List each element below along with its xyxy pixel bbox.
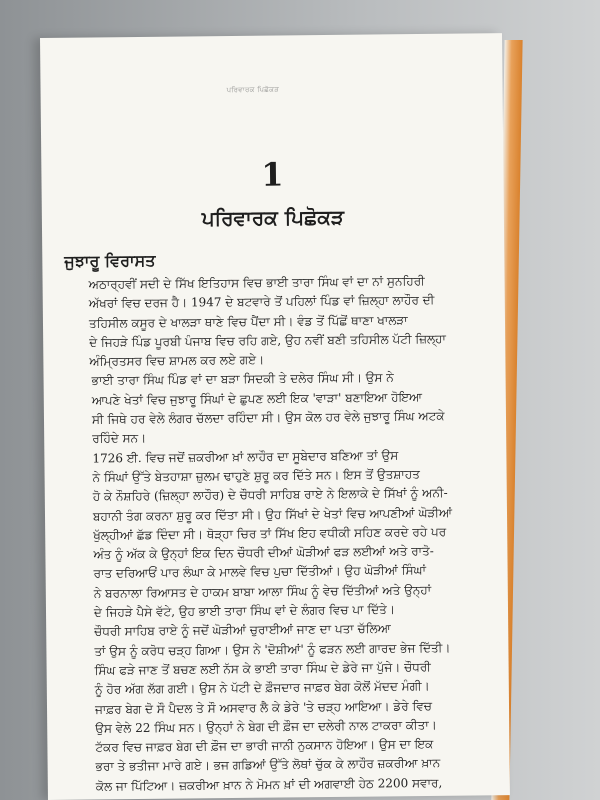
text-line: ਭਾਈ ਤਾਰਾ ਸਿੰਘ ਪਿੰਡ ਵਾਂ ਦਾ ਬੜਾ ਸਿਦਕੀ ਤੇ ਦਲੇਰ ਸਿੰਘ ਸੀ। ਉਸ ਨੇ: [91, 370, 394, 388]
text-line: ਰਾਤ ਦਰਿਆਓਂ ਪਾਰ ਲੰਘਾ ਕੇ ਮਾਲਵੇ ਵਿਚ ਪੁਚਾ ਦਿੱਤੀਆਂ। ਉਹ ਘੋੜੀਆਂ ਸਿੰਘਾਂ: [93, 563, 426, 581]
running-head: ਪਰਿਵਾਰਕ ਪਿਛੋਕੜ: [226, 85, 280, 95]
text-line: ਚੌਧਰੀ ਸਾਹਿਬ ਰਾਏ ਨੂੰ ਜਦੋਂ ਘੋੜੀਆਂ ਚੁਰਾਈਆਂ ਜਾਣ ਦਾ ਪਤਾ ਚੱਲਿਆ: [94, 621, 391, 639]
paragraph: [64, 271, 491, 372]
text-line: ਅੰਤ ਨੂੰ ਅੱਕ ਕੇ ਉਨ੍ਹਾਂ ਇਕ ਦਿਨ ਚੌਧਰੀ ਦੀਆਂ ਘੋੜੀਆਂ ਫੜ ਲਈਆਂ ਅਤੇ ਰਾਤੋ-: [93, 544, 434, 562]
text-line: ਦੇ ਜਿਹੜੇ ਪੈਸੇ ਵੱਟੇ, ਉਹ ਭਾਈ ਤਾਰਾ ਸਿੰਘ ਵਾਂ ਦੇ ਲੰਗਰ ਵਿਚ ਪਾ ਦਿੱਤੇ।: [93, 602, 395, 620]
text-line: ਤਹਿਸੀਲ ਕਸੂਰ ਦੇ ਖਾਲੜਾ ਥਾਣੇ ਵਿਚ ਪੈਂਦਾ ਸੀ। ਵੰਡ ਤੋਂ ਪਿੱਛੋਂ ਥਾਣਾ ਖਾਲੜਾ: [88, 312, 408, 331]
text-line: ਤਾਂ ਉਸ ਨੂੰ ਕਰੋਧ ਚੜ੍ਹ ਗਿਆ। ਉਸ ਨੇ 'ਦੋਸ਼ੀਆਂ' ਨੂੰ ਫੜਨ ਲਈ ਗਾਰਦ ਭੇਜ ਦਿੱਤੀ।: [94, 640, 451, 659]
text-line: ਸਿੰਘ ਫੜੇ ਜਾਣ ਤੋਂ ਬਚਣ ਲਈ ਨੱਸ ਕੇ ਭਾਈ ਤਾਰਾ ਸਿੰਘ ਦੇ ਡੇਰੇ ਜਾ ਪੁੱਜੇ। ਚੌਧਰੀ: [94, 659, 431, 678]
text-line: ਰਹਿੰਦੇ ਸਨ।: [92, 431, 147, 446]
text-line: ਸੀ ਜਿਥੇ ਹਰ ਵੇਲੇ ਲੰਗਰ ਚੱਲਦਾ ਰਹਿੰਦਾ ਸੀ। ਉਸ ਕੋਲ ਹਰ ਵੇਲੇ ਜੁਝਾਰੂ ਸਿੰਘ ਅਟਕੇ: [91, 408, 445, 427]
text-line: ਭਰਾ ਤੇ ਭਤੀਜਾ ਮਾਰੇ ਗਏ। ਭਜ ਗਡਿਆਂ ਉੱਤੇ ਲੋਥਾਂ ਚੁੱਕ ਕੇ ਲਾਹੌਰ ਜ਼ਕਰੀਆ ਖ਼ਾਨ: [95, 756, 441, 774]
section-title: ਜੁਝਾਰੂ ਵਿਰਾਸਤ: [64, 250, 156, 271]
text-line: ਅੰਮ੍ਰਿਤਸਰ ਵਿਚ ਸ਼ਾਮਲ ਕਰ ਲਏ ਗਏ।: [89, 352, 265, 369]
paragraph: [66, 445, 494, 623]
paragraph: [66, 368, 493, 450]
text-line: ਆਪਣੇ ਖੇਤਾਂ ਵਿਚ ਜੁਝਾਰੂ ਸਿੰਘਾਂ ਦੇ ਛੁਪਣ ਲਈ ਇਕ 'ਵਾੜਾ' ਬਣਾਇਆ ਹੋਇਆ: [91, 389, 423, 408]
text-line: ਕੋਲ ਜਾ ਪਿੱਟਿਆ। ਜ਼ਕਰੀਆ ਖ਼ਾਨ ਨੇ ਮੋਮਨ ਖ਼ਾਂ ਦੀ ਅਗਵਾਈ ਹੇਠ 2200 ਸਵਾਰ,: [95, 775, 443, 794]
text-line: ਨੇ ਸਿੰਘਾਂ ਉੱਤੇ ਬੇਤਹਾਸ਼ਾ ਜ਼ੁਲਮ ਢਾਹੁਣੇ ਸ਼ੁਰੂ ਕਰ ਦਿੱਤੇ ਸਨ। ਇਸ ਤੋਂ ਉਤਸ਼ਾਹਤ: [92, 467, 420, 485]
text-line: ਟੱਕਰ ਵਿਚ ਜਾਫ਼ਰ ਬੇਗ ਦੀ ਫ਼ੌਜ ਦਾ ਭਾਰੀ ਜਾਨੀ ਨੁਕਸਾਨ ਹੋਇਆ। ਉਸ ਦਾ ਇਕ: [95, 737, 434, 755]
body-text: [64, 271, 495, 796]
book-page: [40, 33, 510, 800]
text-line: ਉਸ ਵੇਲੇ 22 ਸਿੰਘ ਸਨ। ਉਨ੍ਹਾਂ ਨੇ ਬੇਗ ਦੀ ਫ਼ੌਜ ਦਾ ਦਲੇਰੀ ਨਾਲ ਟਾਕਰਾ ਕੀਤਾ।: [95, 717, 437, 736]
text-line: ਅੱਖਰਾਂ ਵਿਚ ਦਰਜ ਹੈ। 1947 ਦੇ ਬਟਵਾਰੇ ਤੋਂ ਪਹਿਲਾਂ ਪਿੰਡ ਵਾਂ ਜ਼ਿਲ੍ਹਾ ਲਾਹੌਰ ਦੀ: [88, 293, 435, 311]
chapter-number: 1: [261, 155, 284, 194]
text-line: 1726 ਈ. ਵਿਚ ਜਦੋਂ ਜ਼ਕਰੀਆ ਖ਼ਾਂ ਲਾਹੌਰ ਦਾ ਸੂਬੇਦਾਰ ਬਣਿਆ ਤਾਂ ਉਸ: [92, 447, 399, 466]
text-line: ਦੇ ਜਿਹੜੇ ਪਿੰਡ ਪੂਰਬੀ ਪੰਜਾਬ ਵਿਚ ਰਹਿ ਗਏ, ਉਹ ਨਵੀਂ ਬਣੀ ਤਹਿਸੀਲ ਪੱਟੀ ਜ਼ਿਲ੍ਹਾ: [89, 331, 447, 350]
text-line: ਜਾਫ਼ਰ ਬੇਗ ਦੋ ਸੌ ਪੈਦਲ ਤੇ ਸੌ ਅਸਵਾਰ ਲੈ ਕੇ ਡੇਰੇ 'ਤੇ ਚੜ੍ਹ ਆਇਆ। ਡੇਰੇ ਵਿਚ: [94, 698, 432, 716]
text-line: ਨੇ ਬਰਨਾਲਾ ਰਿਆਸਤ ਦੇ ਹਾਕਮ ਬਾਬਾ ਆਲਾ ਸਿੰਘ ਨੂੰ ਵੇਚ ਦਿੱਤੀਆਂ ਅਤੇ ਉਨ੍ਹਾਂ: [93, 582, 432, 601]
paragraph: [68, 619, 496, 797]
text-line: ਖੁੱਲ੍ਹੀਆਂ ਛੱਡ ਦਿੰਦਾ ਸੀ। ਥੋੜ੍ਹਾ ਚਿਰ ਤਾਂ ਸਿੱਖ ਇਹ ਵਧੀਕੀ ਸਹਿਣ ਕਰਦੇ ਰਹੇ ਪਰ: [93, 524, 447, 543]
text-line: ਨੂੰ ਹੋਰ ਅੱਗ ਲੱਗ ਗਈ। ਉਸ ਨੇ ਪੱਟੀ ਦੇ ਫ਼ੌਜਦਾਰ ਜਾਫ਼ਰ ਬੇਗ ਕੋਲੋਂ ਮੱਦਦ ਮੰਗੀ।: [94, 679, 430, 697]
text-line: ਅਠਾਰ੍ਹਵੀਂ ਸਦੀ ਦੇ ਸਿੱਖ ਇਤਿਹਾਸ ਵਿਚ ਭਾਈ ਤਾਰਾ ਸਿੰਘ ਵਾਂ ਦਾ ਨਾਂ ਸੁਨਹਿਰੀ: [88, 273, 425, 292]
chapter-title: ਪਰਿਵਾਰਕ ਪਿਛੋਕੜ: [201, 204, 345, 231]
text-line: ਬਹਾਨੀ ਤੰਗ ਕਰਨਾ ਸ਼ੁਰੂ ਕਰ ਦਿੱਤਾ ਸੀ। ਉਹ ਸਿੱਖਾਂ ਦੇ ਖੇਤਾਂ ਵਿਚ ਆਪਣੀਆਂ ਘੋੜੀਆਂ: [92, 505, 453, 524]
text-line: ਹੋ ਕੇ ਨੌਸ਼ਹਿਰੇ (ਜ਼ਿਲ੍ਹਾ ਲਾਹੌਰ) ਦੇ ਚੌਧਰੀ ਸਾਹਿਬ ਰਾਏ ਨੇ ਇਲਾਕੇ ਦੇ ਸਿੱਖਾਂ ਨੂੰ ਅਨੀ-: [92, 486, 448, 504]
